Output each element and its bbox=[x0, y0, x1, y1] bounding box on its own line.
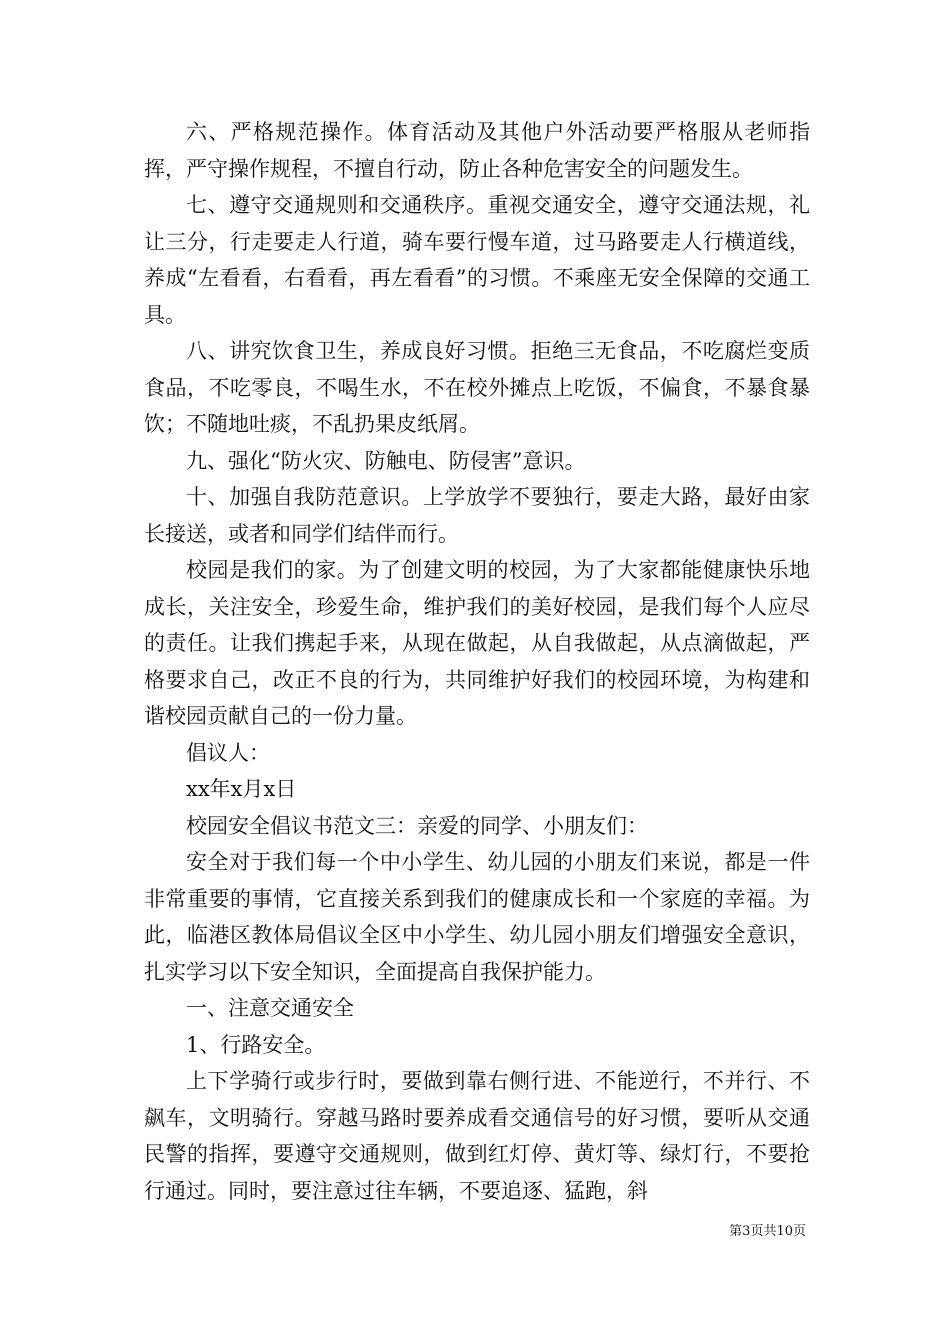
document-body bbox=[144, 114, 810, 1209]
paragraph-rule-6: 六、严格规范操作。体育活动及其他户外活动要严格服从老师指挥，严守操作规程，不擅自行动，防止各种危害安全的问题发生。 bbox=[144, 120, 810, 181]
page-number: 第3页共10页 bbox=[729, 1224, 806, 1239]
paragraph-intro: 安全对于我们每一个中小学生、幼儿园的小朋友们来说，都是一件非常重要的事情，它直接关系到我们的健康成长和一个家庭的幸福。为此，临港区教体局倡议全区中小学生、幼儿园小朋友们增强安全意识，扎实学习以下安全知识，全面提高自我保护能力。 bbox=[144, 850, 810, 984]
paragraph-rule-9: 九、强化“防火灾、防触电、防侵害”意识。 bbox=[186, 448, 586, 473]
heading-traffic-safety: 一、注意交通安全 bbox=[186, 996, 354, 1020]
paragraph-closing: 校园是我们的家。为了创建文明的校园，为了大家都能健康快乐地成长，关注安全，珍爱生命，维护我们的美好校园，是我们每个人应尽的责任。让我们携起手来，从现在做起，从自我做起，从点滴做起，严格要求自己，改正不良的行为，共同维护好我们的校园环境，为构建和谐校园贡献自己的一份力量。 bbox=[144, 558, 810, 728]
signature-label: 倡议人： bbox=[186, 740, 270, 765]
section-heading-sample-3: 校园安全倡议书范文三：亲爱的同学、小朋友们： bbox=[186, 813, 648, 838]
paragraph-walking-safety: 上下学骑行或步行时，要做到靠右侧行进、不能逆行，不并行、不飙车，文明骑行。穿越马路时要养成看交通信号的好习惯，要听从交通民警的指挥，要遵守交通规则，做到红灯停、黄灯等、绿灯行，不要抢行通过。同时，要注意过往车辆，不要追逐、猛跑，斜 bbox=[144, 1069, 810, 1203]
paragraph-rule-7: 七、遵守交通规则和交通秩序。重视交通安全，遵守交通法规，礼让三分，行走要走人行道，骑车要行慢车道，过马路要走人行横道线，养成“左看看，右看看，再左看看”的习惯。不乘座无安全保障的交通工具。 bbox=[144, 193, 810, 327]
paragraph-rule-10: 十、加强自我防范意识。上学放学不要独行，要走大路，最好由家长接送，或者和同学们结伴而行。 bbox=[144, 485, 810, 546]
signature-date: xx年x月x日 bbox=[186, 777, 297, 801]
subheading-walking-safety: 1、行路安全。 bbox=[186, 1032, 326, 1057]
paragraph-rule-8: 八、讲究饮食卫生，养成良好习惯。拒绝三无食品，不吃腐烂变质食品，不吃零良，不喝生水，不在校外摊点上吃饭，不偏食，不暴食暴饮；不随地吐痰，不乱扔果皮纸屑。 bbox=[144, 339, 810, 436]
